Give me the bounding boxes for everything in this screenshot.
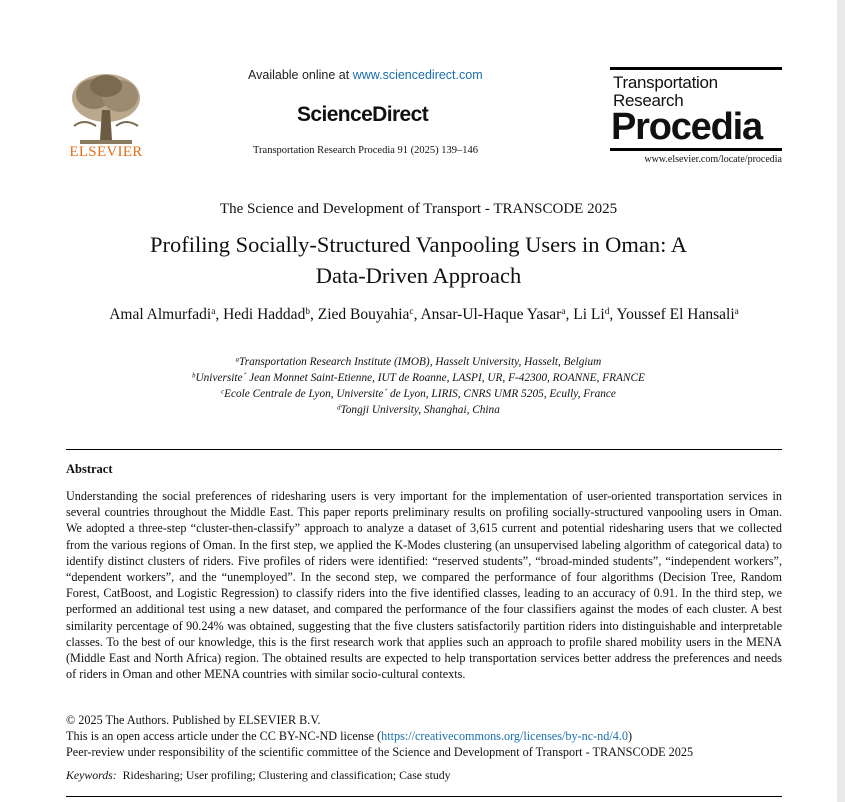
- available-online: [248, 68, 483, 82]
- elsevier-logo: [66, 70, 146, 162]
- author-affiliation-mark: d: [604, 306, 610, 317]
- divider-bottom: [66, 796, 782, 797]
- paper-title: [0, 229, 837, 291]
- open-access-prefix: This is an open access article under the CC BY-NC-ND license (: [66, 729, 382, 743]
- author-name: Amal Almurfadi: [109, 306, 212, 323]
- keywords: [66, 768, 451, 783]
- journal-url[interactable]: www.elsevier.com/locate/procedia: [644, 154, 782, 165]
- author-affiliation-mark: a: [734, 306, 739, 317]
- elsevier-wordmark: ELSEVIER: [69, 144, 143, 160]
- affiliation: [0, 370, 837, 386]
- affiliation-mark: d: [337, 404, 341, 412]
- conference-name: The Science and Development of Transport - TRANSCODE 2025: [219, 201, 618, 217]
- paper-title-line2: Data-Driven Approach: [315, 263, 522, 288]
- abstract-heading: Abstract: [66, 462, 113, 476]
- affiliation-mark: c: [221, 388, 225, 396]
- journal-name-line2: Research: [613, 91, 684, 110]
- author-affiliation-mark: c: [409, 306, 414, 317]
- author-affiliation-mark: b: [305, 306, 310, 317]
- affiliation-text: Tongji University, Shanghai, China: [340, 404, 500, 416]
- sciencedirect-link[interactable]: www.sciencedirect.com: [352, 68, 483, 82]
- affiliation-text: Transportation Research Institute (IMOB), Hasselt University, Hasselt, Belgium: [239, 356, 602, 368]
- affiliation: [0, 386, 837, 402]
- affiliation-mark: a: [235, 356, 240, 364]
- journal-logo-bottom-rule: [610, 148, 782, 151]
- copyright-line: © 2025 The Authors. Published by ELSEVIER B.V.: [66, 713, 321, 727]
- journal-name-line1: Transportation: [613, 73, 718, 92]
- journal-citation: Transportation Research Procedia 91 (2025) 139–146: [253, 145, 479, 156]
- journal-logo-top-rule: [610, 67, 782, 70]
- license-link[interactable]: https://creativecommons.org/licenses/by-nc-nd/4.0: [381, 729, 628, 743]
- author-name: Li Li: [573, 306, 605, 323]
- author-affiliation-mark: a: [211, 306, 216, 317]
- open-access-suffix: ): [627, 729, 633, 743]
- author-name: Youssef El Hansali: [616, 306, 735, 323]
- abstract-text: Understanding the social preferences of ridesharing users is very important for the implementation of user-oriented transportation services in several countries throughout the Middle East. This paper reports preliminary results on profiling socially-structured vanpooling users in Oman. We adopted a three-step “cluster-then-classify” approach to analyze a dataset of 3,615 current and potential ridesharing users that we collected from the various regions of Oman. In the first step, we applied the K-Modes clustering (an unsupervised labeling algorithm of categorical data) to identify distinct clusters of riders. Five profiles of riders were identified: “reserved students”, “broad-minded students”, “independent workers”, “dependent workers”, and the “unemployed”. In the second step, we compared the performance of four algorithms (Decision Tree, Random Forest, CatBoost, and Logistic Regression) to classify riders into the five identified classes, leading to an accuracy of 0.91. In the third step, we performed an additional test using a new dataset, and compared the performance of the four classifiers against the modes of each cluster. A best similarity percentage of 90.24% was obtained, suggesting that the five clusters satisfactorily partition riders into distinguishable and interpretable classes. To the best of our knowledge, this is the first research work that applies such an approach to profile shared mobility users in the MENA (Middle East and North Africa) region. The obtained results are expected to help transportation services better address the preferences and needs of riders in Oman and other MENA countries with similar socio-cultural contexts.: [66, 489, 782, 682]
- affiliation-list: [0, 354, 837, 418]
- journal-name-big: Procedia: [611, 106, 762, 148]
- affiliation: [0, 402, 837, 418]
- affiliation-text: Universite´ Jean Monnet Saint-Etienne, IUT de Roanne, LASPI, UR, F-42300, ROANNE, FRANCE: [195, 372, 645, 384]
- sciencedirect-logo: ScienceDirect: [297, 103, 429, 126]
- open-access-line: [66, 728, 782, 744]
- keywords-label: Keywords:: [66, 768, 117, 782]
- journal-logo: [610, 67, 782, 165]
- author-affiliation-mark: a: [561, 306, 566, 317]
- keywords-list: Ridesharing; User profiling; Clustering and classification; Case study: [122, 768, 451, 782]
- license-block: [66, 712, 782, 760]
- scrollbar[interactable]: [837, 0, 845, 802]
- affiliation: [0, 354, 837, 370]
- available-online-label: Available online at: [248, 68, 350, 82]
- peer-review-line: Peer-review under responsibility of the scientific committee of the Science and Development of Transport - TRANSCODE 2025: [66, 745, 694, 759]
- paper-title-line1: Profiling Socially-Structured Vanpooling Users in Oman: A: [149, 232, 688, 257]
- author-name: Zied Bouyahia: [317, 306, 410, 323]
- author-name: Hedi Haddad: [223, 306, 306, 323]
- author-list: Amal Almurfadi$^a$, Hedi Haddad$^b$, Zied Bouyahia$^c$, Ansar-Ul-Haque Yasar$^a$, Li Li$^d$, Youssef El Hansali$^a$: [109, 306, 739, 323]
- affiliation-text: Ecole Centrale de Lyon, Universite´ de Lyon, LIRIS, CNRS UMR 5205, Ecully, France: [224, 388, 616, 400]
- author-name: Ansar-Ul-Haque Yasar: [420, 306, 562, 323]
- affiliation-mark: b: [192, 372, 196, 380]
- divider-top: [66, 449, 782, 450]
